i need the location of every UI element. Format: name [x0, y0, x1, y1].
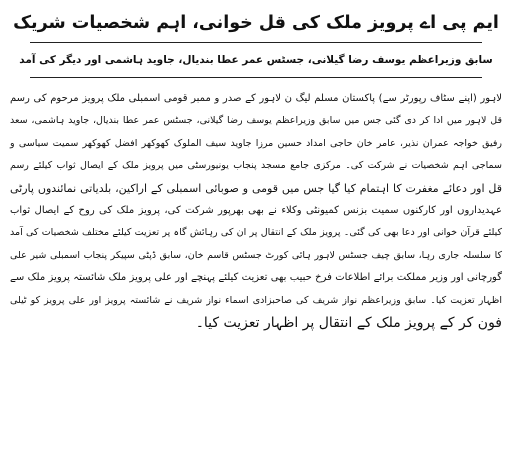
subheadline: سابق وزیراعظم یوسف رضا گیلانی، جسٹس عمر عطا بندیال، جاوید ہاشمی اور دیگر کی آمد	[19, 54, 493, 66]
body-line: سماجی اہم شخصیات نے شرکت کی۔ مرکزی جامع مسجد پنجاب یونیورسٹی میں پرویز ملک کے ایصال ثواب کیلئے رسم	[10, 160, 502, 172]
body-line: کا سلسلہ جاری رہا، سابق چیف جسٹس لاہور ہائی کورٹ جسٹس قاسم خان، سابق ڈپٹی سپیکر پنجاب اسمبلی شیر علی	[10, 249, 502, 261]
article-body	[10, 88, 502, 334]
headline: ایم پی اے پرویز ملک کی قل خوانی، اہم شخصیات شریک	[13, 13, 499, 33]
body-line: رفیق خواجہ عمران نذیر، عامر خان حاجی امداد حسین مرزا جاوید سیف الملوک کھوکھر افضل کھوکھر سمیت سیاسی و	[10, 137, 502, 149]
divider	[30, 42, 482, 43]
divider	[30, 77, 482, 78]
body-line: گورچانی اور وزیر مملکت برائے اطلاعات فرخ حبیب بھی تعزیت کیلئے پہنچے اور علی پرویز ملک شائستہ پرویز ملک سے	[10, 272, 502, 284]
body-line: اظہار تعزیت کیا۔ سابق وزیراعظم نواز شریف کی صاحبزادی اسماء نواز شریف نے شائستہ پرویز اور علی پرویز کو ٹیلی	[10, 294, 502, 306]
body-line: قل لاہور میں ادا کر دی گئی جس میں سابق وزیراعظم یوسف رضا گیلانی، جسٹس عمر عطا بندیال، جاوید ہاشمی، سعد	[10, 115, 502, 127]
body-line: فون کر کے پرویز ملک کے انتقال پر اظہار تعزیت کیا۔	[195, 315, 502, 332]
body-line: عہدیداروں اور کارکنوں سمیت بزنس کمیونٹی وکلاء نے بھی بھرپور شرکت کی، پرویز ملک کی روح کے ایصال ثواب	[10, 205, 502, 217]
body-line: کیلئے قرآن خوانی اور دعا بھی کی گئی۔ پرویز ملک کے انتقال پر ان کی رہائش گاہ پر تعزیت کیلئے مختلف شخصیات کی آمد	[10, 227, 502, 239]
body-line: قل اور دعائے مغفرت کا اہتمام کیا گیا جس میں قومی و صوبائی اسمبلی کے اراکین، بلدیاتی نمائندوں پارٹی	[10, 181, 502, 195]
body-line: لاہور (اپنے سٹاف رپورٹر سے) پاکستان مسلم لیگ ن لاہور کے صدر و ممبر قومی اسمبلی ملک پرویز مرحوم کی رسم	[10, 93, 502, 104]
